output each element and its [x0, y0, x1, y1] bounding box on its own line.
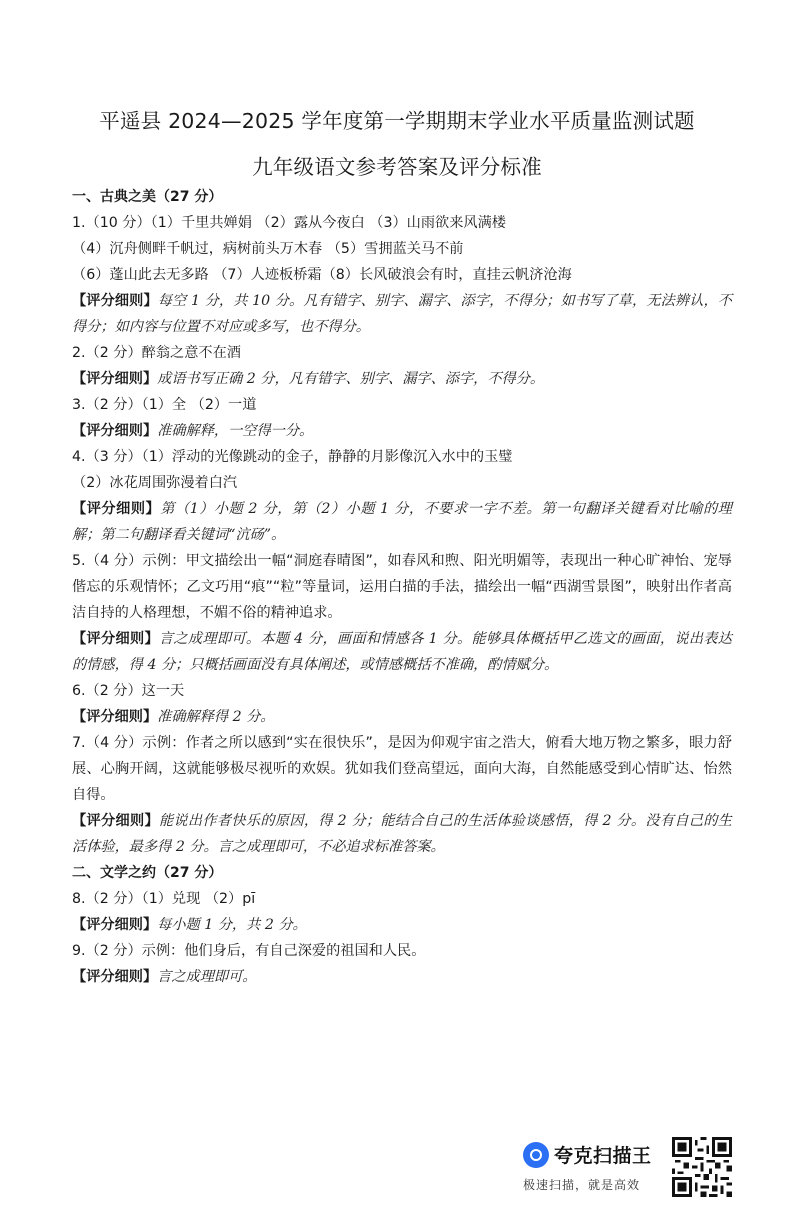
rule-text: 准确解释得 2 分。	[157, 709, 275, 725]
scoring-rule-q5	[72, 626, 732, 678]
answer-q9: 9.（2 分）示例：他们身后，有自己深爱的祖国和人民。	[72, 943, 426, 959]
rule-label: 【评分细则】	[72, 501, 161, 517]
scoring-rule-q9	[72, 964, 732, 990]
rule-text: 言之成理即可。本题 4 分，画面和情感各 1 分。能够具体概括甲乙选文的画面，说出表达的情感，得 4 分；只概括画面没有具体阐述，或情感概括不准确，酌情赋分。	[72, 631, 732, 673]
document-subtitle: 九年级语文参考答案及评分标准	[252, 155, 542, 179]
brand-slogan: 极速扫描，就是高效	[523, 1178, 641, 1192]
document-title: 平遥县 2024—2025 学年度第一学期期末学业水平质量监测试题	[99, 109, 695, 133]
answer-q1-line3: （6）蓬山此去无多路 （7）人迹板桥霜（8）长风破浪会有时，直挂云帆济沧海	[72, 267, 572, 283]
rule-text: 每小题 1 分，共 2 分。	[157, 917, 307, 933]
answer-q4-line2: （2）冰花周围弥漫着白汽	[72, 475, 238, 491]
scoring-rule-q1	[72, 288, 732, 340]
answer-q1-line1: 1.（10 分）（1）千里共婵娟 （2）露从今夜白 （3）山雨欲来风满楼	[72, 215, 506, 231]
answer-q8: 8.（2 分）（1）兑现 （2）pī	[72, 891, 256, 907]
rule-label: 【评分细则】	[72, 631, 159, 647]
rule-text: 能说出作者快乐的原因，得 2 分；能结合自己的生活体验谈感悟，得 2 分。没有自己的生活体验，最多得 2 分。言之成理即可，不必追求标准答案。	[72, 813, 732, 855]
answer-q2: 2.（2 分）醉翁之意不在酒	[72, 345, 241, 361]
rule-label: 【评分细则】	[72, 423, 158, 439]
quark-logo-icon	[523, 1142, 549, 1168]
rule-label: 【评分细则】	[72, 371, 158, 387]
answer-q6: 6.（2 分）这一天	[72, 683, 185, 699]
answer-q4-line1: 4.（3 分）（1）浮动的光像跳动的金子，静静的月影像沉入水中的玉璧	[72, 449, 513, 465]
document-body	[72, 184, 732, 990]
scoring-rule-q2	[72, 366, 732, 392]
rule-label: 【评分细则】	[72, 813, 159, 829]
scoring-rule-q3	[72, 418, 732, 444]
section-heading-2: 二、文学之约（27 分）	[72, 865, 223, 881]
rule-label: 【评分细则】	[72, 709, 158, 725]
scanner-watermark	[520, 1134, 740, 1200]
rule-label: 【评分细则】	[72, 917, 158, 933]
answer-q7: 7.（4 分）示例：作者之所以感到“实在很快乐”，是因为仰观宇宙之浩大，俯看大地万物之繁多，眼力舒展、心胸开阔，这就能够极尽视听的欢娱。犹如我们登高望远，面向大海，自然能感受到心情旷达、怡然自得。	[72, 735, 732, 803]
answer-q3: 3.（2 分）（1）全 （2）一道	[72, 397, 257, 413]
scoring-rule-q4	[72, 496, 732, 548]
scoring-rule-q7	[72, 808, 732, 860]
qr-code-icon	[672, 1137, 732, 1197]
answer-q5: 5.（4 分）示例：甲文描绘出一幅“洞庭春晴图”，如春风和煦、阳光明媚等，表现出一种心旷神怡、宠辱偕忘的乐观情怀；乙文巧用“痕”“粒”等量词，运用白描的手法，描绘出一幅“西湖雪景图”，映射出作者高洁自持的人格理想，不媚不俗的精神追求。	[72, 553, 732, 621]
brand-name: 夸克扫描王	[554, 1145, 652, 1167]
rule-label: 【评分细则】	[72, 293, 158, 309]
answer-q1-line2: （4）沉舟侧畔千帆过，病树前头万木春 （5）雪拥蓝关马不前	[72, 241, 464, 257]
rule-label: 【评分细则】	[72, 969, 158, 985]
rule-text: 言之成理即可。	[157, 969, 257, 985]
rule-text: 成语书写正确 2 分，凡有错字、别字、漏字、添字，不得分。	[157, 371, 545, 387]
rule-text: 准确解释，一空得一分。	[157, 423, 314, 439]
rule-text: 第（1）小题 2 分，第（2）小题 1 分，不要求一字不差。第一句翻译关键看对比喻的理解；第二句翻译看关键词“沆砀”。	[72, 501, 732, 543]
scoring-rule-q6	[72, 704, 732, 730]
section-heading-1: 一、古典之美（27 分）	[72, 189, 223, 205]
rule-text: 每空 1 分，共 10 分。凡有错字、别字、漏字、添字，不得分；如书写了草，无法辨认，不得分；如内容与位置不对应或多写，也不得分。	[72, 293, 732, 335]
scoring-rule-q8	[72, 912, 732, 938]
